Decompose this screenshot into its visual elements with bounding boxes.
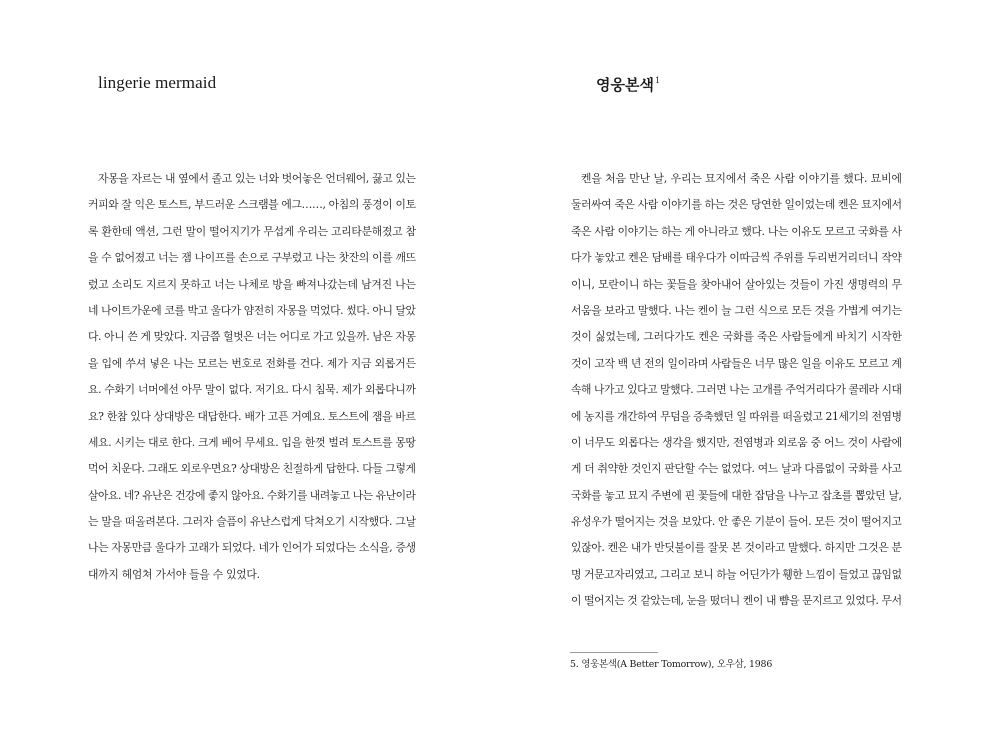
footnote-divider — [570, 652, 658, 653]
right-body-line: 유성우가 떨어지는 것을 보았다. 안 좋은 기분이 들어. 모든 것이 떨어지고 — [571, 515, 902, 529]
left-body-line: 렸고 소리도 지르지 못하고 너는 나체로 방을 빠져나갔는데 남겨진 나는 — [88, 277, 416, 291]
left-body-line: 살아요. 네? 유난은 건강에 좋지 않아요. 수화기를 내려놓고 나는 유난이라 — [88, 488, 416, 502]
left-body-line: 는 말을 떠올려본다. 그러자 슬픔이 유난스럽게 닥쳐오기 시작했다. 그날 — [88, 515, 416, 529]
footnote-marker: 1 — [654, 76, 661, 85]
right-page — [500, 0, 1000, 748]
right-body-line: 에 농지를 개간하여 무덤을 증축했던 일 따위를 떠올렸고 21세기의 전염병 — [571, 409, 902, 423]
left-body-line: 다. 아니 쓴 게 맞았다. 지금쯤 헐벗은 너는 어디로 가고 있을까. 남은 자몽 — [88, 330, 416, 344]
left-page-title: lingerie mermaid — [98, 73, 217, 92]
left-body-line: 록 환한데 액션, 그런 말이 떨어지기가 무섭게 우리는 고리타분해졌고 참 — [88, 224, 416, 238]
right-body-line: 이니, 모란이니 하는 꽃들을 찾아내어 살아있는 것들이 가진 생명력의 무 — [571, 277, 902, 291]
right-body-line: 게 더 취약한 것인지 판단할 수는 없었다. 여느 날과 다름없이 국화를 사고 — [571, 462, 902, 476]
right-body-line: 이 너무도 외롭다는 생각을 했지만, 전염병과 외로움 중 어느 것이 사람에 — [571, 435, 902, 449]
left-body-line: 네 나이트가운에 코를 박고 울다가 얌전히 자몽을 먹었다. 썼다. 아니 달았 — [88, 303, 416, 317]
left-body-line: 요. 수화기 너머에선 아무 말이 없다. 저기요. 다시 침묵. 제가 외롭다니까 — [88, 383, 416, 397]
left-body-line: 요? 한참 있다 상대방은 대답한다. 배가 고픈 거예요. 토스트에 잼을 바르 — [88, 409, 416, 423]
left-body-line: 세요. 시키는 대로 한다. 크게 베어 무세요. 입을 한껏 벌려 토스트를 몽땅 — [88, 435, 416, 449]
right-body-line: 다가 놓았고 켄은 담배를 태우다가 이따금씩 주위를 두리번거리더니 작약 — [571, 251, 902, 265]
right-body-line: 국화를 놓고 묘지 주변에 핀 꽃들에 대한 잡담을 나누고 잡초를 뽑았던 날, — [571, 488, 902, 502]
right-body-line: 서움을 보라고 말했다. 나는 켄이 늘 그런 식으로 모든 것을 가볍게 여기는 — [571, 303, 902, 317]
left-body-line: 먹어 치운다. 그래도 외로우면요? 상대방은 친절하게 답한다. 다들 그렇게 — [88, 462, 416, 476]
left-body-line: 커피와 잘 익은 토스트, 부드러운 스크램블 에그……, 아침의 풍경이 이토 — [88, 198, 416, 212]
right-body-line: 것이 고작 백 년 전의 일이라며 사람들은 너무 많은 일을 이유도 모르고 계 — [571, 356, 902, 370]
right-body-line: 있잖아. 켄은 내가 반딧불이를 잘못 본 것이라고 말했다. 하지만 그것은 분 — [571, 541, 902, 555]
left-body-line: 자몽을 자르는 내 옆에서 졸고 있는 너와 벗어놓은 언더웨어, 끓고 있는 — [98, 172, 416, 185]
right-body-line: 명 거문고자리였고, 그리고 보니 하늘 어딘가가 휑한 느낌이 들었고 끊임없 — [571, 567, 902, 581]
left-body-line: 나는 자몽만큼 울다가 고래가 되었다. 네가 인어가 되었다는 소식을, 증생 — [88, 541, 416, 555]
right-body-line: 켄을 처음 만난 날, 우리는 묘지에서 죽은 사람 이야기를 했다. 묘비에 — [581, 172, 902, 185]
right-body-line: 죽은 사람 이야기는 하는 게 아니라고 했다. 나는 이유도 모르고 국화를 사 — [571, 224, 902, 238]
right-page-body — [571, 166, 902, 615]
right-body-line: 것이 싫었는데, 그러다가도 켄은 국화를 죽은 사람들에게 바치기 시작한 — [571, 330, 902, 344]
right-body-line: 이 떨어지는 것 같았는데, 눈을 떴더니 켄이 내 뺨을 문지르고 있었다. 무서 — [571, 594, 902, 608]
right-page-title-text: 영웅본색 — [596, 76, 654, 94]
left-body-line: 을 입에 쑤셔 넣은 나는 모르는 번호로 전화를 건다. 제가 지금 외롭거든 — [88, 356, 416, 370]
right-body-line: 둘러싸여 죽은 사람 이야기를 하는 것은 당연한 일이었는데 켄은 묘지에서 — [571, 198, 902, 212]
left-body-line: 을 수 없어졌고 너는 잼 나이프를 손으로 구부렸고 나는 찻잔의 이를 깨뜨 — [88, 251, 416, 265]
left-body-line: 대까지 헤엄쳐 가서야 들을 수 있었다. — [88, 567, 260, 581]
footnote: 5. 영웅본색(A Better Tomorrow), 오우삼, 1986 — [570, 659, 773, 670]
right-body-line: 속해 나가고 있다고 말했다. 그러면 나는 고개를 주억거리다가 콜레라 시대 — [571, 383, 902, 397]
left-page-body — [88, 166, 416, 588]
right-page-title — [596, 74, 660, 95]
